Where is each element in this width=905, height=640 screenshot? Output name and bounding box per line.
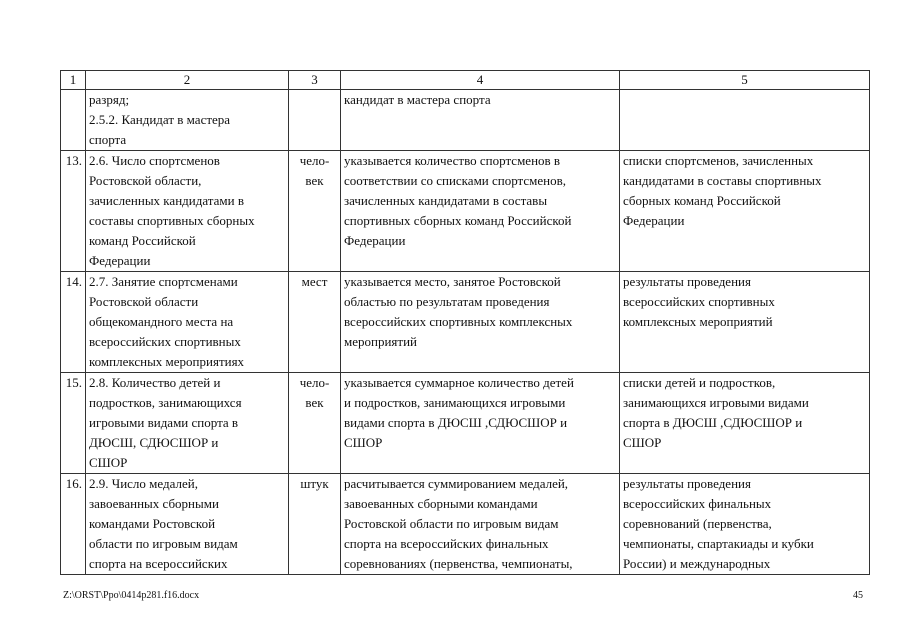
indicator-cell bbox=[86, 151, 289, 272]
cell-line: век bbox=[305, 173, 324, 188]
method-cell bbox=[341, 474, 620, 575]
cell-line: спорта bbox=[89, 132, 127, 147]
method-cell bbox=[341, 90, 620, 151]
cell-line: комплексных мероприятий bbox=[623, 314, 773, 329]
page-number: 45 bbox=[853, 590, 863, 601]
cell-line: соответствии со списками спортсменов, bbox=[344, 173, 567, 188]
row-number bbox=[61, 90, 86, 151]
cell-line: Ростовской области по игровым видам bbox=[344, 516, 559, 531]
cell-line: соревнованиях (первенства, чемпионаты, bbox=[344, 556, 573, 571]
header-col-3: 3 bbox=[289, 71, 341, 90]
cell-line: спорта на всероссийских финальных bbox=[344, 536, 549, 551]
unit-cell bbox=[289, 272, 341, 373]
cell-line: спорта на всероссийских bbox=[89, 556, 228, 571]
cell-line: указывается количество спортсменов в bbox=[344, 153, 561, 168]
cell-line: результаты проведения bbox=[623, 274, 751, 289]
cell-line: кандидатами в составы спортивных bbox=[623, 173, 822, 188]
table-row bbox=[61, 474, 870, 575]
cell-line: Федерации bbox=[89, 253, 151, 268]
cell-line: спорта в ДЮСШ ,СДЮСШОР и bbox=[623, 415, 803, 430]
cell-line: результаты проведения bbox=[623, 476, 751, 491]
indicator-cell bbox=[86, 272, 289, 373]
cell-line: мест bbox=[301, 274, 328, 289]
cell-line: СШОР bbox=[623, 435, 662, 450]
header-col-4: 4 bbox=[341, 71, 620, 90]
indicator-cell bbox=[86, 90, 289, 151]
unit-cell bbox=[289, 474, 341, 575]
cell-line: ДЮСШ, СДЮСШОР и bbox=[89, 435, 219, 450]
unit-cell bbox=[289, 90, 341, 151]
cell-line: командами Ростовской bbox=[89, 516, 216, 531]
table-row bbox=[61, 272, 870, 373]
cell-line: областью по результатам проведения bbox=[344, 294, 550, 309]
method-cell bbox=[341, 272, 620, 373]
cell-line: комплексных мероприятиях bbox=[89, 354, 245, 369]
source-cell bbox=[620, 90, 870, 151]
cell-line: занимающихся игровыми видами bbox=[623, 395, 809, 410]
cell-line: всероссийских спортивных комплексных bbox=[344, 314, 573, 329]
unit-cell bbox=[289, 373, 341, 474]
cell-line: России) и международных bbox=[623, 556, 771, 571]
row-number: 13. bbox=[61, 151, 86, 272]
cell-line: 2.8. Количество детей и bbox=[89, 375, 221, 390]
table-header-row bbox=[61, 71, 870, 90]
cell-line: всероссийских финальных bbox=[623, 496, 772, 511]
cell-line: расчитывается суммированием медалей, bbox=[344, 476, 569, 491]
cell-line: команд Российской bbox=[89, 233, 196, 248]
cell-line: указывается место, занятое Ростовской bbox=[344, 274, 561, 289]
cell-line: СШОР bbox=[89, 455, 128, 470]
cell-line: указывается суммарное количество детей bbox=[344, 375, 574, 390]
cell-line: списки спортсменов, зачисленных bbox=[623, 153, 814, 168]
cell-line: завоеванных сборными bbox=[89, 496, 219, 511]
cell-line: штук bbox=[300, 476, 329, 491]
footer-file-path: Z:\ORST\Ppo\0414p281.f16.docx bbox=[63, 590, 200, 601]
row-number: 15. bbox=[61, 373, 86, 474]
cell-line: Ростовской области bbox=[89, 294, 199, 309]
cell-line: завоеванных сборными командами bbox=[344, 496, 538, 511]
source-cell bbox=[620, 474, 870, 575]
cell-line: всероссийских спортивных bbox=[623, 294, 775, 309]
cell-line: Ростовской области, bbox=[89, 173, 202, 188]
header-col-1: 1 bbox=[61, 71, 86, 90]
cell-line: 2.6. Число спортсменов bbox=[89, 153, 220, 168]
source-cell bbox=[620, 272, 870, 373]
method-cell bbox=[341, 373, 620, 474]
cell-line: и подростков, занимающихся игровыми bbox=[344, 395, 566, 410]
table-row bbox=[61, 90, 870, 151]
cell-line: спортивных сборных команд Российской bbox=[344, 213, 572, 228]
cell-line: чело- bbox=[299, 153, 330, 168]
cell-line: 2.9. Число медалей, bbox=[89, 476, 198, 491]
cell-line: чемпионаты, спартакиады и кубки bbox=[623, 536, 814, 551]
document-table bbox=[60, 70, 870, 575]
indicator-cell bbox=[86, 474, 289, 575]
source-cell bbox=[620, 151, 870, 272]
cell-line: Федерации bbox=[623, 213, 685, 228]
method-cell bbox=[341, 151, 620, 272]
cell-line: соревнований (первенства, bbox=[623, 516, 772, 531]
cell-line: всероссийских спортивных bbox=[89, 334, 241, 349]
cell-line: чело- bbox=[299, 375, 330, 390]
cell-line: области по игровым видам bbox=[89, 536, 238, 551]
cell-line: век bbox=[305, 395, 324, 410]
cell-line: разряд; bbox=[89, 92, 130, 107]
cell-line: сборных команд Российской bbox=[623, 193, 781, 208]
source-cell bbox=[620, 373, 870, 474]
cell-line: составы спортивных сборных bbox=[89, 213, 255, 228]
indicator-cell bbox=[86, 373, 289, 474]
cell-line: общекомандного места на bbox=[89, 314, 234, 329]
header-col-5: 5 bbox=[620, 71, 870, 90]
row-number: 14. bbox=[61, 272, 86, 373]
cell-line: 2.5.2. Кандидат в мастера bbox=[89, 112, 231, 127]
cell-line: видами спорта в ДЮСШ ,СДЮСШОР и bbox=[344, 415, 568, 430]
cell-line: зачисленных кандидатами в bbox=[89, 193, 244, 208]
row-number: 16. bbox=[61, 474, 86, 575]
cell-line: зачисленных кандидатами в составы bbox=[344, 193, 548, 208]
cell-line: 2.7. Занятие спортсменами bbox=[89, 274, 238, 289]
table-row bbox=[61, 151, 870, 272]
cell-line: списки детей и подростков, bbox=[623, 375, 776, 390]
cell-line: Федерации bbox=[344, 233, 406, 248]
cell-line: игровыми видами спорта в bbox=[89, 415, 239, 430]
cell-line: кандидат в мастера спорта bbox=[344, 92, 491, 107]
unit-cell bbox=[289, 151, 341, 272]
table-row bbox=[61, 373, 870, 474]
cell-line: мероприятий bbox=[344, 334, 417, 349]
cell-line: подростков, занимающихся bbox=[89, 395, 242, 410]
header-col-2: 2 bbox=[86, 71, 289, 90]
cell-line: СШОР bbox=[344, 435, 383, 450]
